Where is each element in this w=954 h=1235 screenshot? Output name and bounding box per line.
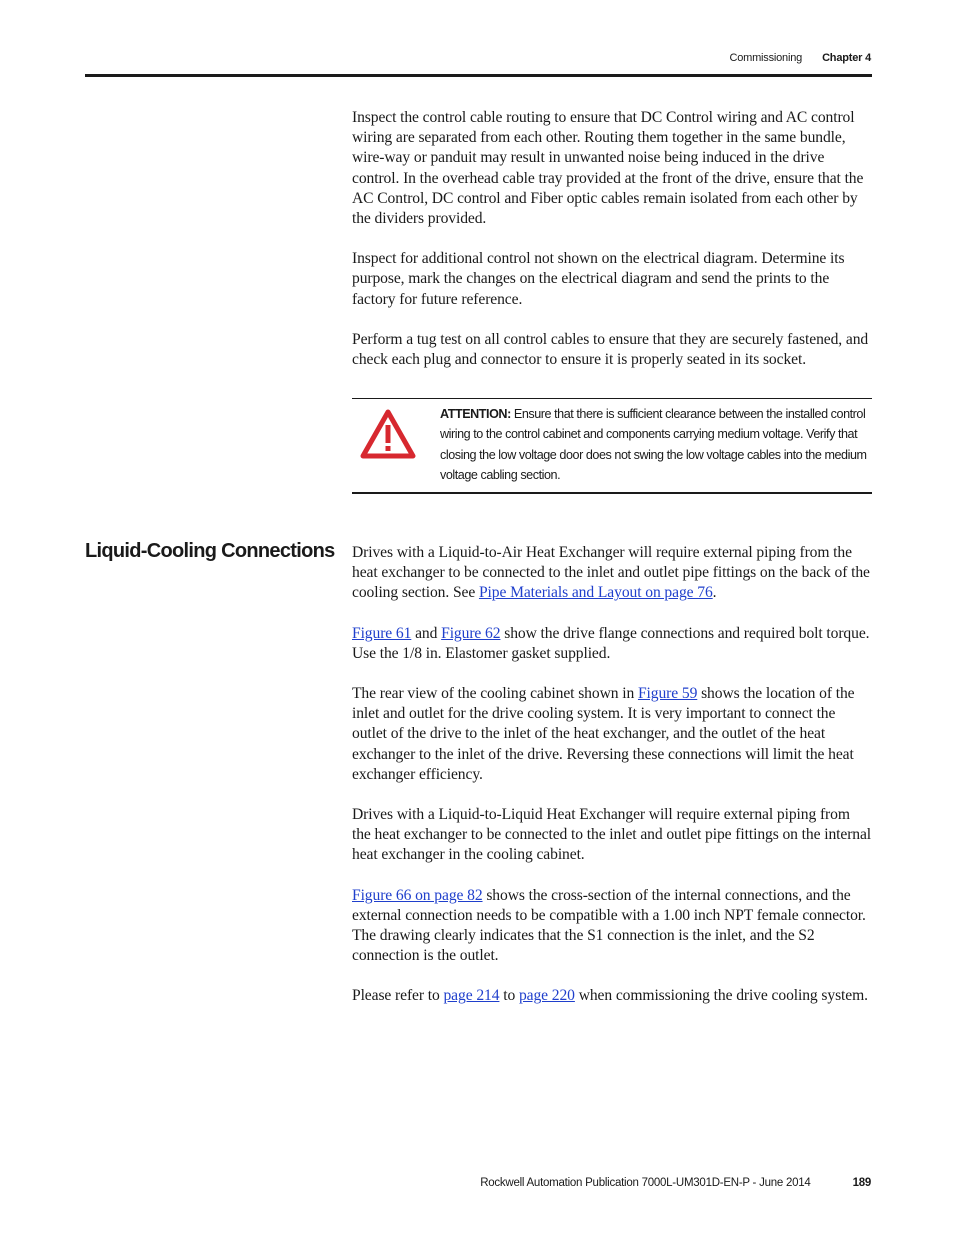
link-figure-61[interactable]: Figure 61 — [352, 624, 412, 642]
paragraph — [352, 986, 872, 1006]
section-heading: Liquid-Cooling Connections — [85, 540, 335, 562]
paragraph — [352, 684, 872, 785]
text-run: when commissioning the drive cooling system. — [574, 987, 868, 1005]
attention-label: ATTENTION: — [440, 407, 511, 421]
paragraph — [352, 543, 872, 604]
intro-text — [352, 108, 872, 390]
text-run: Drives with a Liquid-to-Air Heat Exchanger will require external piping from the heat exchanger to be connected to the inlet and outlet pipe fittings on the back of the cooling section. See — [352, 544, 870, 602]
link-page-214[interactable]: page 214 — [443, 987, 500, 1005]
link-figure-62[interactable]: Figure 62 — [441, 624, 501, 642]
text-run: . — [712, 584, 717, 602]
attention-message: Ensure that there is sufficient clearance between the installed control wiring to the control cabinet and components carrying medium voltage. Verify that closing the low voltage door does not swing the low voltage cables into the medium voltage cabling section. — [440, 407, 867, 482]
paragraph: Inspect the control cable routing to ensure that DC Control wiring and AC control wiring are separated from each other. Routing them together in the same bundle, wire-way or panduit may result in unwanted noise being induced in the drive control. In the overhead cable tray provided at the front of the drive, ensure that the AC Control, DC control and Fiber optic cables remain isolated from each other by the dividers provided. — [352, 109, 864, 228]
header-section-title: Commissioning — [729, 52, 803, 64]
text-run: shows the cross-section of the internal connections, and the external connection needs to be compatible with a 1.00 inch NPT female connector. The drawing clearly indicates that the S1 connection is the inlet, and the S2 connection is the outlet. — [352, 886, 866, 965]
cooling-text — [352, 543, 872, 1027]
attention-text — [440, 404, 868, 485]
paragraph: Perform a tug test on all control cables to ensure that they are securely fastened, and check each plug and connector to ensure it is properly seated in its socket. — [352, 330, 869, 369]
attention-box — [352, 398, 872, 494]
link-page-220[interactable]: page 220 — [518, 987, 575, 1005]
paragraph — [352, 886, 872, 967]
paragraph: Drives with a Liquid-to-Liquid Heat Exchanger will require external piping from the heat exchanger to be connected to the inlet and outlet pipe fittings on the internal heat exchanger in the cooling cabinet. — [352, 806, 872, 864]
header-chapter: Chapter 4 — [822, 52, 871, 64]
warning-triangle-icon — [360, 409, 416, 459]
text-run: show the drive flange connections and required bolt torque. Use the 1/8 in. Elastomer gasket supplied. — [352, 624, 870, 662]
publication-info: Rockwell Automation Publication 7000L-UM301D-EN-P - June 2014 — [480, 1177, 811, 1189]
paragraph: Inspect for additional control not shown on the electrical diagram. Determine its purpose, mark the changes on the electrical diagram and send the prints to the factory for future reference. — [352, 250, 845, 308]
page-footer — [85, 1177, 871, 1189]
paragraph — [352, 624, 872, 664]
text-run: to — [499, 987, 519, 1005]
page-header — [85, 52, 871, 64]
text-run: and — [411, 624, 442, 642]
text-run: shows the location of the inlet and outlet for the drive cooling system. It is very important to connect the outlet of the drive to the inlet of the heat exchanger, and the outlet of the heat exchanger to the inlet of the drive. Reversing these connections will limit the heat exchanger efficiency. — [352, 685, 855, 783]
header-rule — [85, 74, 872, 77]
link-figure-66[interactable]: Figure 66 on page 82 — [352, 886, 483, 904]
text-run: Please refer to — [352, 987, 444, 1005]
link-pipe-materials[interactable]: Pipe Materials and Layout on page 76 — [478, 584, 713, 602]
page-number: 189 — [852, 1177, 871, 1189]
text-run: The rear view of the cooling cabinet shown in — [352, 685, 638, 703]
link-figure-59[interactable]: Figure 59 — [637, 685, 698, 703]
